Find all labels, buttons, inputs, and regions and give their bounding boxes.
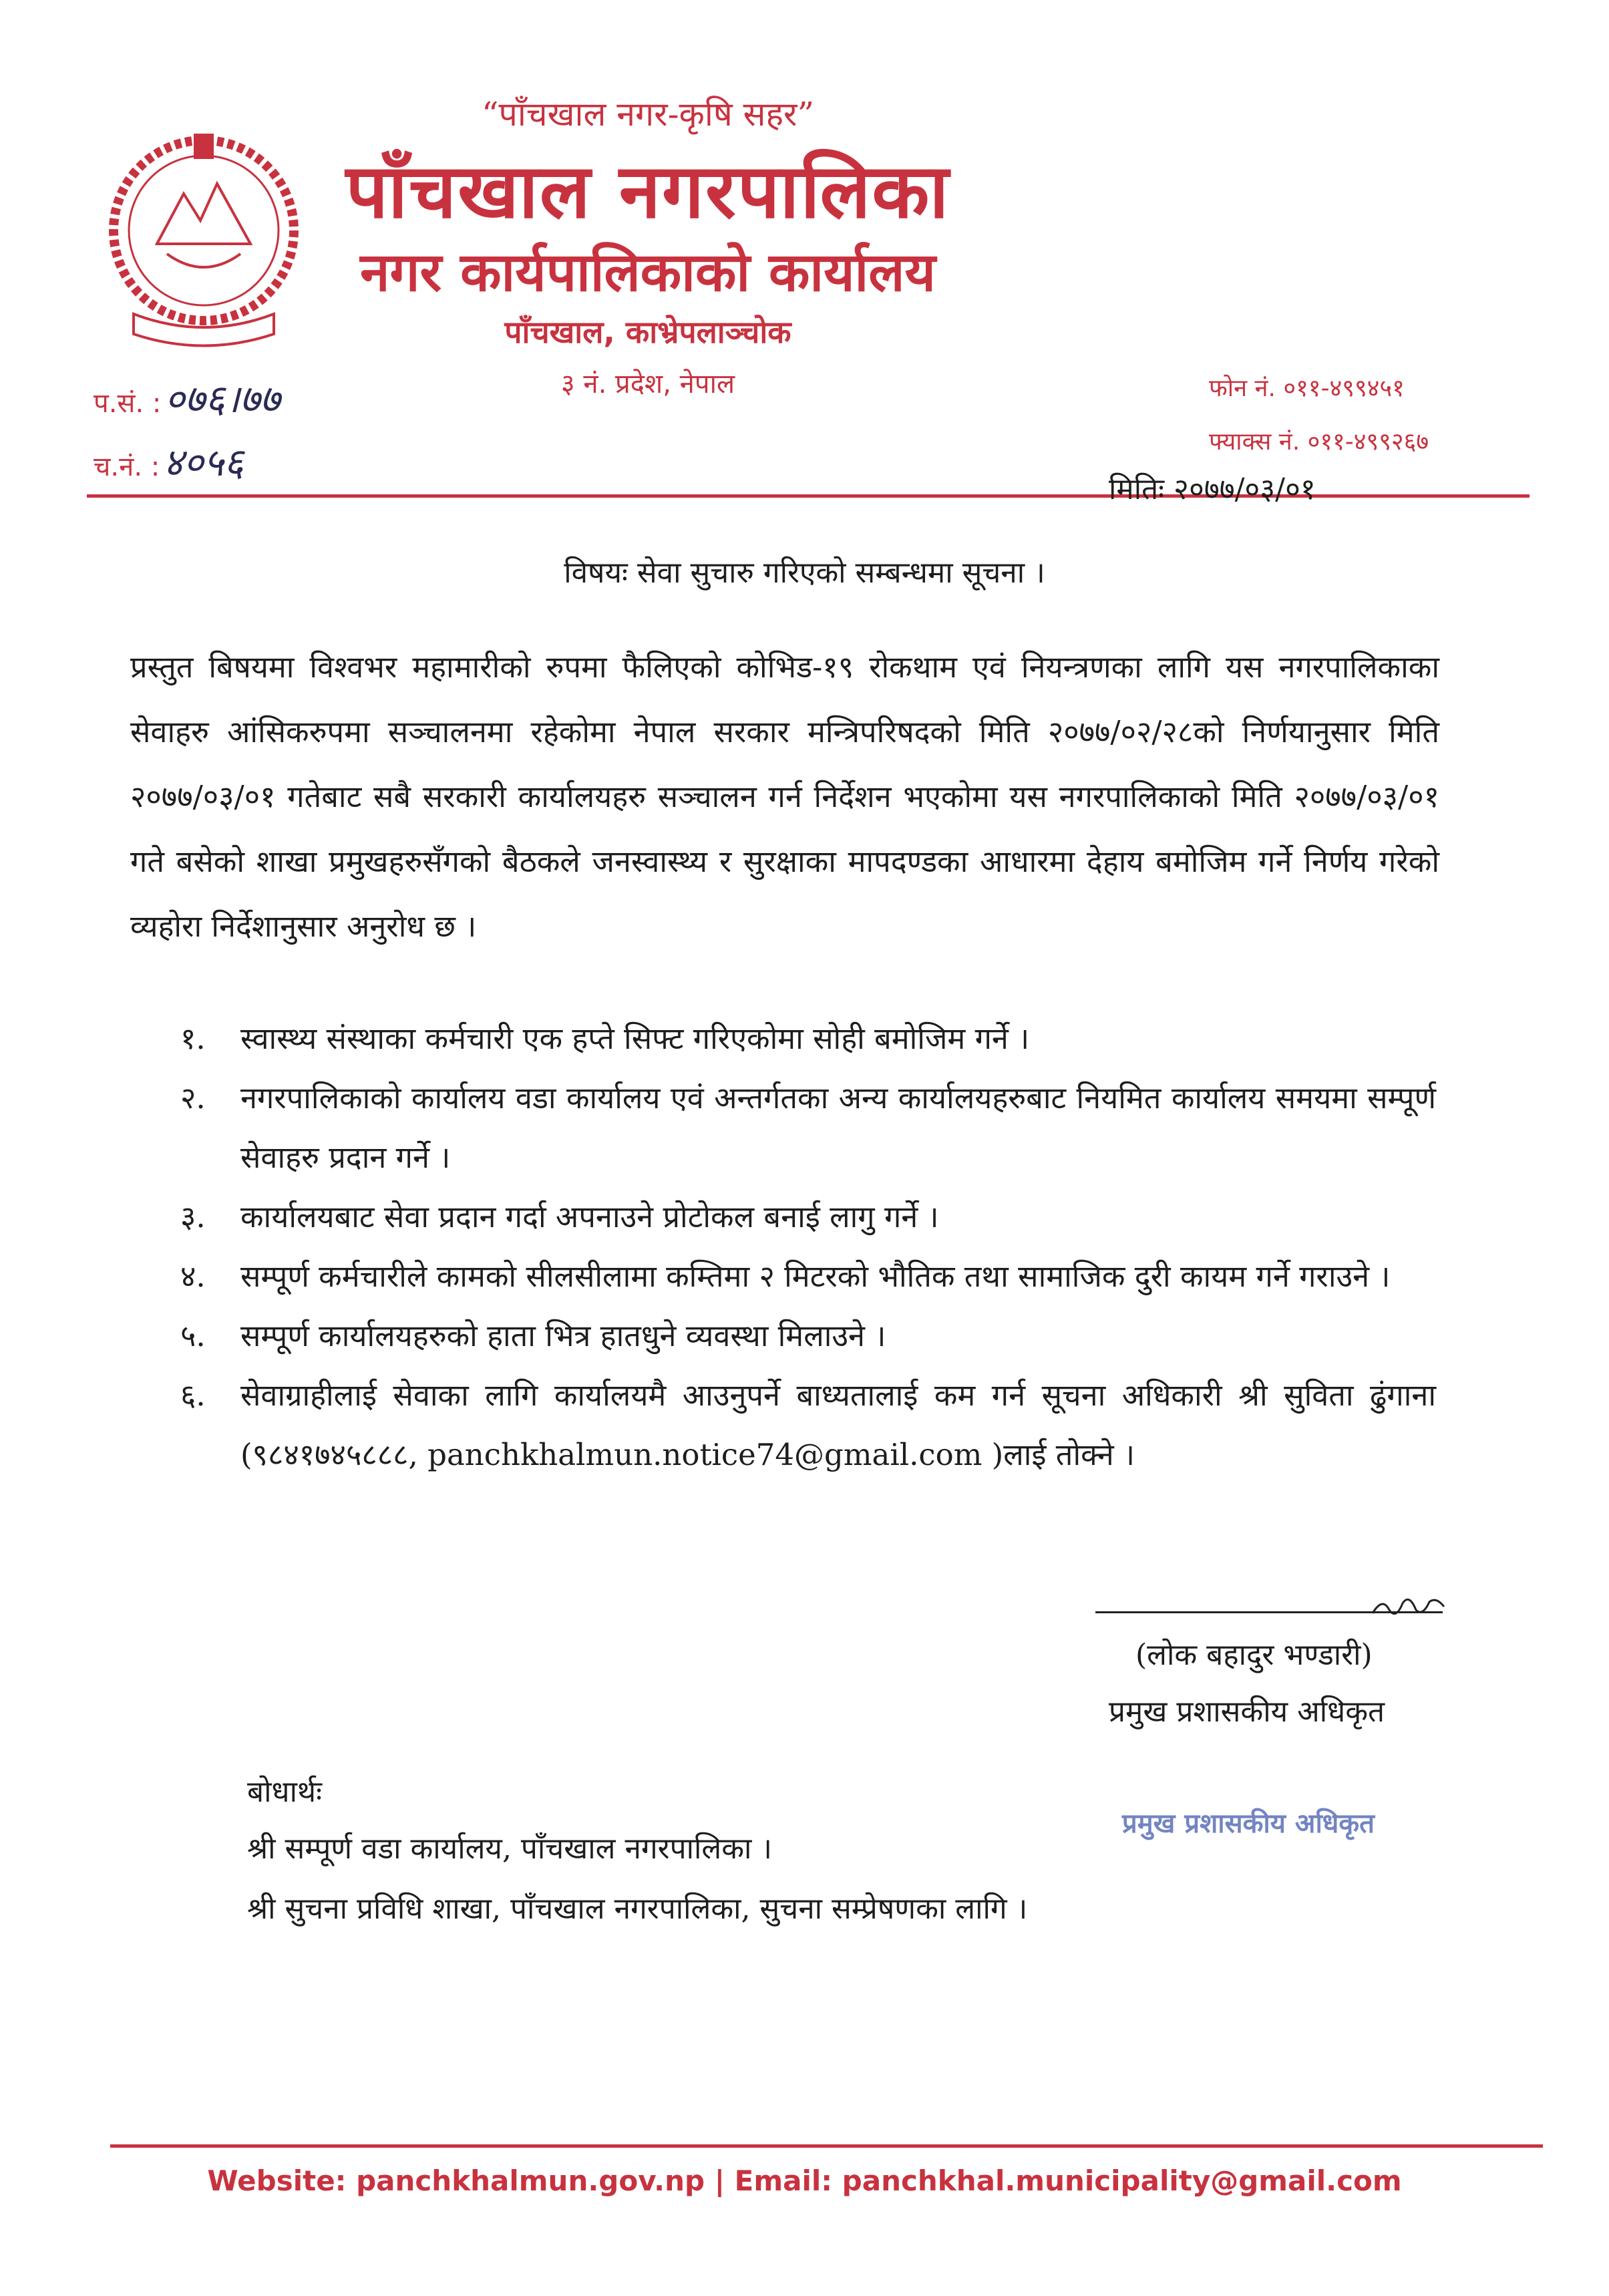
cn-reference <box>94 434 244 487</box>
item-text: सम्पूर्ण कार्यालयहरुको हाता भित्र हातधुने व्यवस्था मिलाउने । <box>240 1318 886 1353</box>
item-number: ५. <box>180 1318 206 1353</box>
cc-label: बोधार्थः <box>247 1775 322 1809</box>
item-number: २. <box>180 1080 206 1116</box>
list-item <box>180 1365 1436 1484</box>
item-number: १. <box>180 1021 206 1056</box>
fax-number: फ्याक्स नं. ०११-४९९२६७ <box>1209 428 1429 456</box>
cn-label: च.नं. : <box>94 452 160 482</box>
letter-subject: विषयः सेवा सुचारु गरिएको सम्बन्धमा सूचना । <box>564 556 1045 590</box>
address-line-2: ३ नं. प्रदेश, नेपाल <box>560 369 735 399</box>
municipality-motto: “पाँचखाल नगर-कृषि सहर” <box>481 95 815 134</box>
cc-recipient: श्री सुचना प्रविधि शाखा, पाँचखाल नगरपालिका, सुचना सम्प्रेषणका लागि । <box>247 1892 1028 1926</box>
list-item <box>180 1306 1436 1365</box>
address-line-1: पाँचखाल, काभ्रेपलाञ्चोक <box>504 314 791 350</box>
item-text: सम्पूर्ण कर्मचारीले कामको सीलसीलामा कम्तिमा २ मिटरको भौतिक तथा सामाजिक दुरी कायम गर्ने गराउने । <box>240 1259 1391 1294</box>
decision-list <box>180 1009 1436 1484</box>
item-text: कार्यालयबाट सेवा प्रदान गर्दा अपनाउने प्रोटोकल बनाई लागु गर्ने । <box>240 1199 939 1235</box>
item-number: ३. <box>180 1199 206 1235</box>
footer-contact: Website: panchkhalmun.gov.np | Email: panchkhal.municipality@gmail.com <box>207 2164 1402 2197</box>
item-number: ६. <box>180 1377 206 1413</box>
phone-number: फोन नं. ०११-४९९४५१ <box>1209 375 1405 402</box>
cn-value: ४०५६ <box>163 440 244 485</box>
signature-line <box>1095 1611 1443 1613</box>
ps-reference <box>94 371 280 424</box>
official-stamp: प्रमुख प्रशासकीय अधिकृत <box>1122 1808 1375 1839</box>
signature-scribble-icon <box>1369 1590 1449 1626</box>
signatory-name: (लोक बहादुर भण्डारी) <box>1135 1638 1373 1672</box>
office-name: नगर कार्यपालिकाको कार्यालय <box>360 241 936 303</box>
ps-label: प.सं. : <box>94 388 162 419</box>
list-item <box>180 1187 1436 1247</box>
footer-divider <box>110 2144 1543 2148</box>
list-item <box>180 1009 1436 1068</box>
item-number: ४. <box>180 1259 206 1294</box>
item-text: नगरपालिकाको कार्यालय वडा कार्यालय एवं अन्तर्गतका अन्य कार्यालयहरुबाट नियमित कार्यालय समयमा सम्पूर्ण सेवाहरु प्रदान गर्ने । <box>240 1080 1436 1175</box>
item-text: सेवाग्राहीलाई सेवाका लागि कार्यालयमै आउनुपर्ने बाध्यतालाई कम गर्न सूचना अधिकारी श्री सुविता ढुंगाना (९८४१७४५८८८, panchkhalmun.notice74@gmail.com )लाई तोक्ने । <box>240 1377 1436 1472</box>
list-item <box>180 1247 1436 1306</box>
cc-recipient: श्री सम्पूर्ण वडा कार्यालय, पाँचखाल नगरपालिका । <box>247 1832 773 1866</box>
signatory-title: प्रमुख प्रशासकीय अधिकृत <box>1109 1695 1385 1729</box>
letter-body: प्रस्तुत बिषयमा विश्वभर महामारीको रुपमा फैलिएको कोभिड-१९ रोकथाम एवं नियन्त्रणका लागि यस नगरपालिकाका सेवाहरु आंसिकरुपमा सञ्चालनमा रहेकोमा नेपाल सरकार मन्त्रिपरिषदको मिति २०७७/०२/२८को निर्णयानुसार मिति २०७७/०३/०१ गतेबाट सबै सरकारी कार्यालयहरु सञ्चालन गर्न निर्देशन भएकोमा यस नगरपालिकाको मिति २०७७/०३/०१ गते बसेको शाखा प्रमुखहरुसँगको बैठकले जनस्वास्थ्य र सुरक्षाका मापदण्डका आधारमा देहाय बमोजिम गर्ने निर्णय गरेको व्यहोरा निर्देशानुसार अनुरोध छ । <box>130 649 1439 944</box>
ps-value: ०७६।७७ <box>164 376 281 422</box>
letter-date: मितिः २०७७/०३/०१ <box>1109 472 1316 506</box>
item-text: स्वास्थ्य संस्थाका कर्मचारी एक हप्ते सिफ्ट गरिएकोमा सोही बमोजिम गर्ने । <box>240 1021 1030 1056</box>
list-item <box>180 1068 1436 1187</box>
municipality-name: पाँचखाल नगरपालिका <box>345 148 950 235</box>
